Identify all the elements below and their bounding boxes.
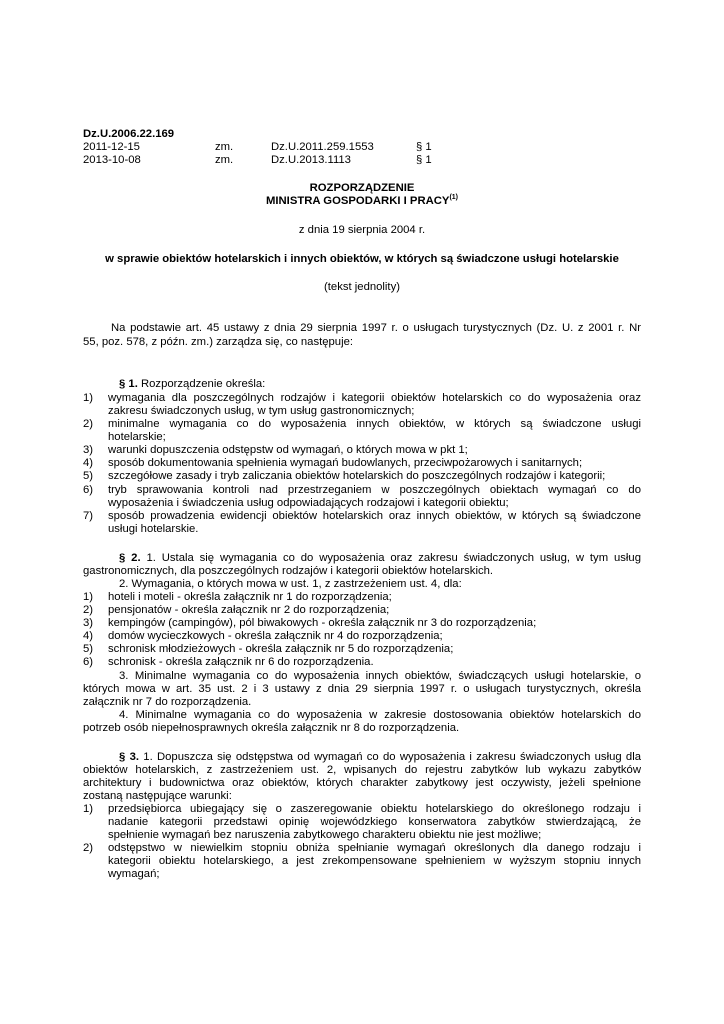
- list-number: 3): [83, 617, 94, 629]
- list-item-line: zakresu świadczonych usług, w tym usług gastronomicznych;: [108, 405, 415, 417]
- consolidated-text-note: (tekst jednolity): [324, 281, 400, 293]
- list-number: 7): [83, 510, 94, 522]
- list-number: 2): [83, 604, 94, 616]
- issuer-name: MINISTRA GOSPODARKI I PRACY: [265, 195, 450, 207]
- list-item-line: szczegółowe zasady i tryb zaliczania obiektów hotelarskich do poszczególnych rodzajów i kategorii;: [108, 470, 606, 482]
- list-item-line: hoteli i moteli - określa załącznik nr 1 do rozporządzenia;: [108, 591, 392, 603]
- amendment-type: zm.: [215, 141, 234, 153]
- list-number: 4): [83, 457, 94, 469]
- section-mark: § 2.: [119, 552, 141, 564]
- list-number: 4): [83, 630, 94, 642]
- section-mark: § 3.: [119, 751, 139, 763]
- regulation-title: ROZPORZĄDZENIE: [309, 182, 415, 194]
- paragraph-line: potrzeb osób niepełnosprawnych określa załącznik nr 8 do rozporządzenia.: [83, 722, 460, 734]
- list-item-line: pensjonatów - określa załącznik nr 2 do rozporządzenia;: [108, 604, 390, 616]
- list-number: 1): [83, 392, 94, 404]
- list-item-line: odstępstwo w niewielkim stopniu obniża spełnianie wymagań określonych dla danego rodzaju i: [108, 842, 641, 854]
- list-item-line: domów wycieczkowych - określa załącznik nr 4 do rozporządzenia;: [108, 630, 443, 642]
- list-item-line: kempingów (campingów), pól biwakowych - określa załącznik nr 3 do rozporządzenia;: [108, 617, 537, 629]
- list-item-line: schronisk młodzieżowych - określa załącznik nr 5 do rozporządzenia;: [108, 643, 454, 655]
- paragraph-line: 3. Minimalne wymagania co do wyposażenia innych obiektów, świadczących usługi hotelarskie, o: [119, 670, 641, 682]
- amendment-ref: Dz.U.2013.1113: [271, 154, 351, 166]
- regulation-subject: w sprawie obiektów hotelarskich i innych obiektów, w których są świadczone usługi hotelarskie: [105, 253, 619, 265]
- list-item-line: wymagań;: [108, 868, 160, 880]
- regulation-date: z dnia 19 sierpnia 2004 r.: [298, 224, 426, 236]
- list-item-line: minimalne wymagania co do wyposażenia innych obiektów, w których są świadczone usługi: [108, 418, 641, 430]
- section-3-para-1: § 3. 1. Dopuszcza się odstępstwa od wymagań co do wyposażenia i zakresu świadczonych usług dla: [119, 751, 641, 763]
- list-item-line: tryb sprawowania kontroli nad przestrzeganiem w poszczególnych obiektach wymagań co do: [108, 484, 641, 496]
- list-item-line: nadanie kategorii przedstawi opinię wojewódzkiego konserwatora zabytków stwierdzającą, że: [108, 816, 641, 828]
- list-item-line: sposób dokumentowania spełnienia wymagań budowlanych, przeciwpożarowych i sanitarnych;: [108, 457, 583, 469]
- list-item-line: wymagania dla poszczególnych rodzajów i kategorii obiektów hotelarskich co do wyposażenia oraz: [108, 392, 641, 404]
- list-item-line: przedsiębiorca ubiegający się o zaszeregowanie obiektu hotelarskiego do określonego rodzaju i: [108, 803, 641, 815]
- list-item-line: kategorii obiektu hotelarskiego, a jest zrekompensowane spełnieniem w wyższym stopniu innych: [108, 855, 641, 867]
- list-item-line: wyposażenia i świadczenia usług odpowiadających rodzajowi i kategorii obiektu;: [108, 497, 509, 509]
- list-number: 2): [83, 842, 94, 854]
- list-item-line: sposób prowadzenia ewidencji obiektów hotelarskich oraz innych obiektów, w których są świadczone: [108, 510, 641, 522]
- paragraph-line: obiektów hotelarskich, z zastrzeżeniem ust. 2, wpisanych do rejestru zabytków lub wykazu zabytków: [83, 764, 641, 776]
- paragraph-line: załącznik nr 7 do rozporządzenia.: [83, 696, 252, 708]
- preamble-line: Na podstawie art. 45 ustawy z dnia 29 sierpnia 1997 r. o usługach turystycznych (Dz. U. z 2001 r. Nr: [111, 322, 641, 334]
- paragraph-line: 4. Minimalne wymagania co do wyposażenia w zakresie dostosowania obiektów hotelarskich do: [119, 709, 641, 721]
- list-item-line: spełnienie wymagań bez naruszenia zabytkowego charakteru obiektu nie jest możliwe;: [108, 829, 542, 841]
- footnote-mark: (1): [449, 194, 459, 202]
- list-item-line: schronisk - określa załącznik nr 6 do rozporządzenia.: [108, 656, 374, 668]
- section-2-para-1: § 2. 1. Ustala się wymagania co do wyposażenia oraz zakresu świadczonych usług, w tym usług: [119, 552, 641, 564]
- paragraph-line: których mowa w art. 35 ust. 2 i 3 ustawy z dnia 29 sierpnia 1997 r. o usługach turystycznych, określa: [83, 683, 641, 695]
- list-number: 1): [83, 803, 94, 815]
- amendment-date: 2011-12-15: [83, 141, 140, 153]
- section-1-intro: § 1. Rozporządzenie określa:: [119, 378, 266, 390]
- list-item-line: hotelarskie;: [108, 431, 166, 443]
- paragraph-line: architektury i budownictwa oraz obiektów, których charakter zabytkowy jest oczywisty, jeżeli spełnione: [83, 777, 641, 789]
- list-number: 5): [83, 470, 94, 482]
- list-number: 5): [83, 643, 94, 655]
- paragraph-line: zostaną następujące warunki:: [83, 790, 232, 802]
- amendment-ref: Dz.U.2011.259.1553: [271, 141, 374, 153]
- amendment-section: § 1: [416, 141, 432, 153]
- list-number: 1): [83, 591, 94, 603]
- journal-reference: Dz.U.2006.22.169: [83, 128, 175, 140]
- list-item-line: warunki dopuszczenia odstępstw od wymagań, o których mowa w pkt 1;: [108, 444, 468, 456]
- paragraph-line: gastronomicznych, dla poszczególnych rodzajów i kategorii obiektów hotelarskich.: [83, 565, 494, 577]
- amendment-section: § 1: [416, 154, 432, 166]
- list-number: 2): [83, 418, 94, 430]
- list-number: 3): [83, 444, 94, 456]
- list-number: 6): [83, 656, 94, 668]
- list-item-line: usługi hotelarskie.: [108, 523, 199, 535]
- section-mark: § 1.: [119, 378, 138, 390]
- list-number: 6): [83, 484, 94, 496]
- preamble-line: 55, poz. 578, z późn. zm.) zarządza się, co następuje:: [83, 336, 354, 348]
- amendment-date: 2013-10-08: [83, 154, 141, 166]
- issuer-title: [0, 195, 724, 208]
- paragraph-line: 2. Wymagania, o których mowa w ust. 1, z zastrzeżeniem ust. 4, dla:: [119, 578, 462, 590]
- amendment-type: zm.: [215, 154, 234, 166]
